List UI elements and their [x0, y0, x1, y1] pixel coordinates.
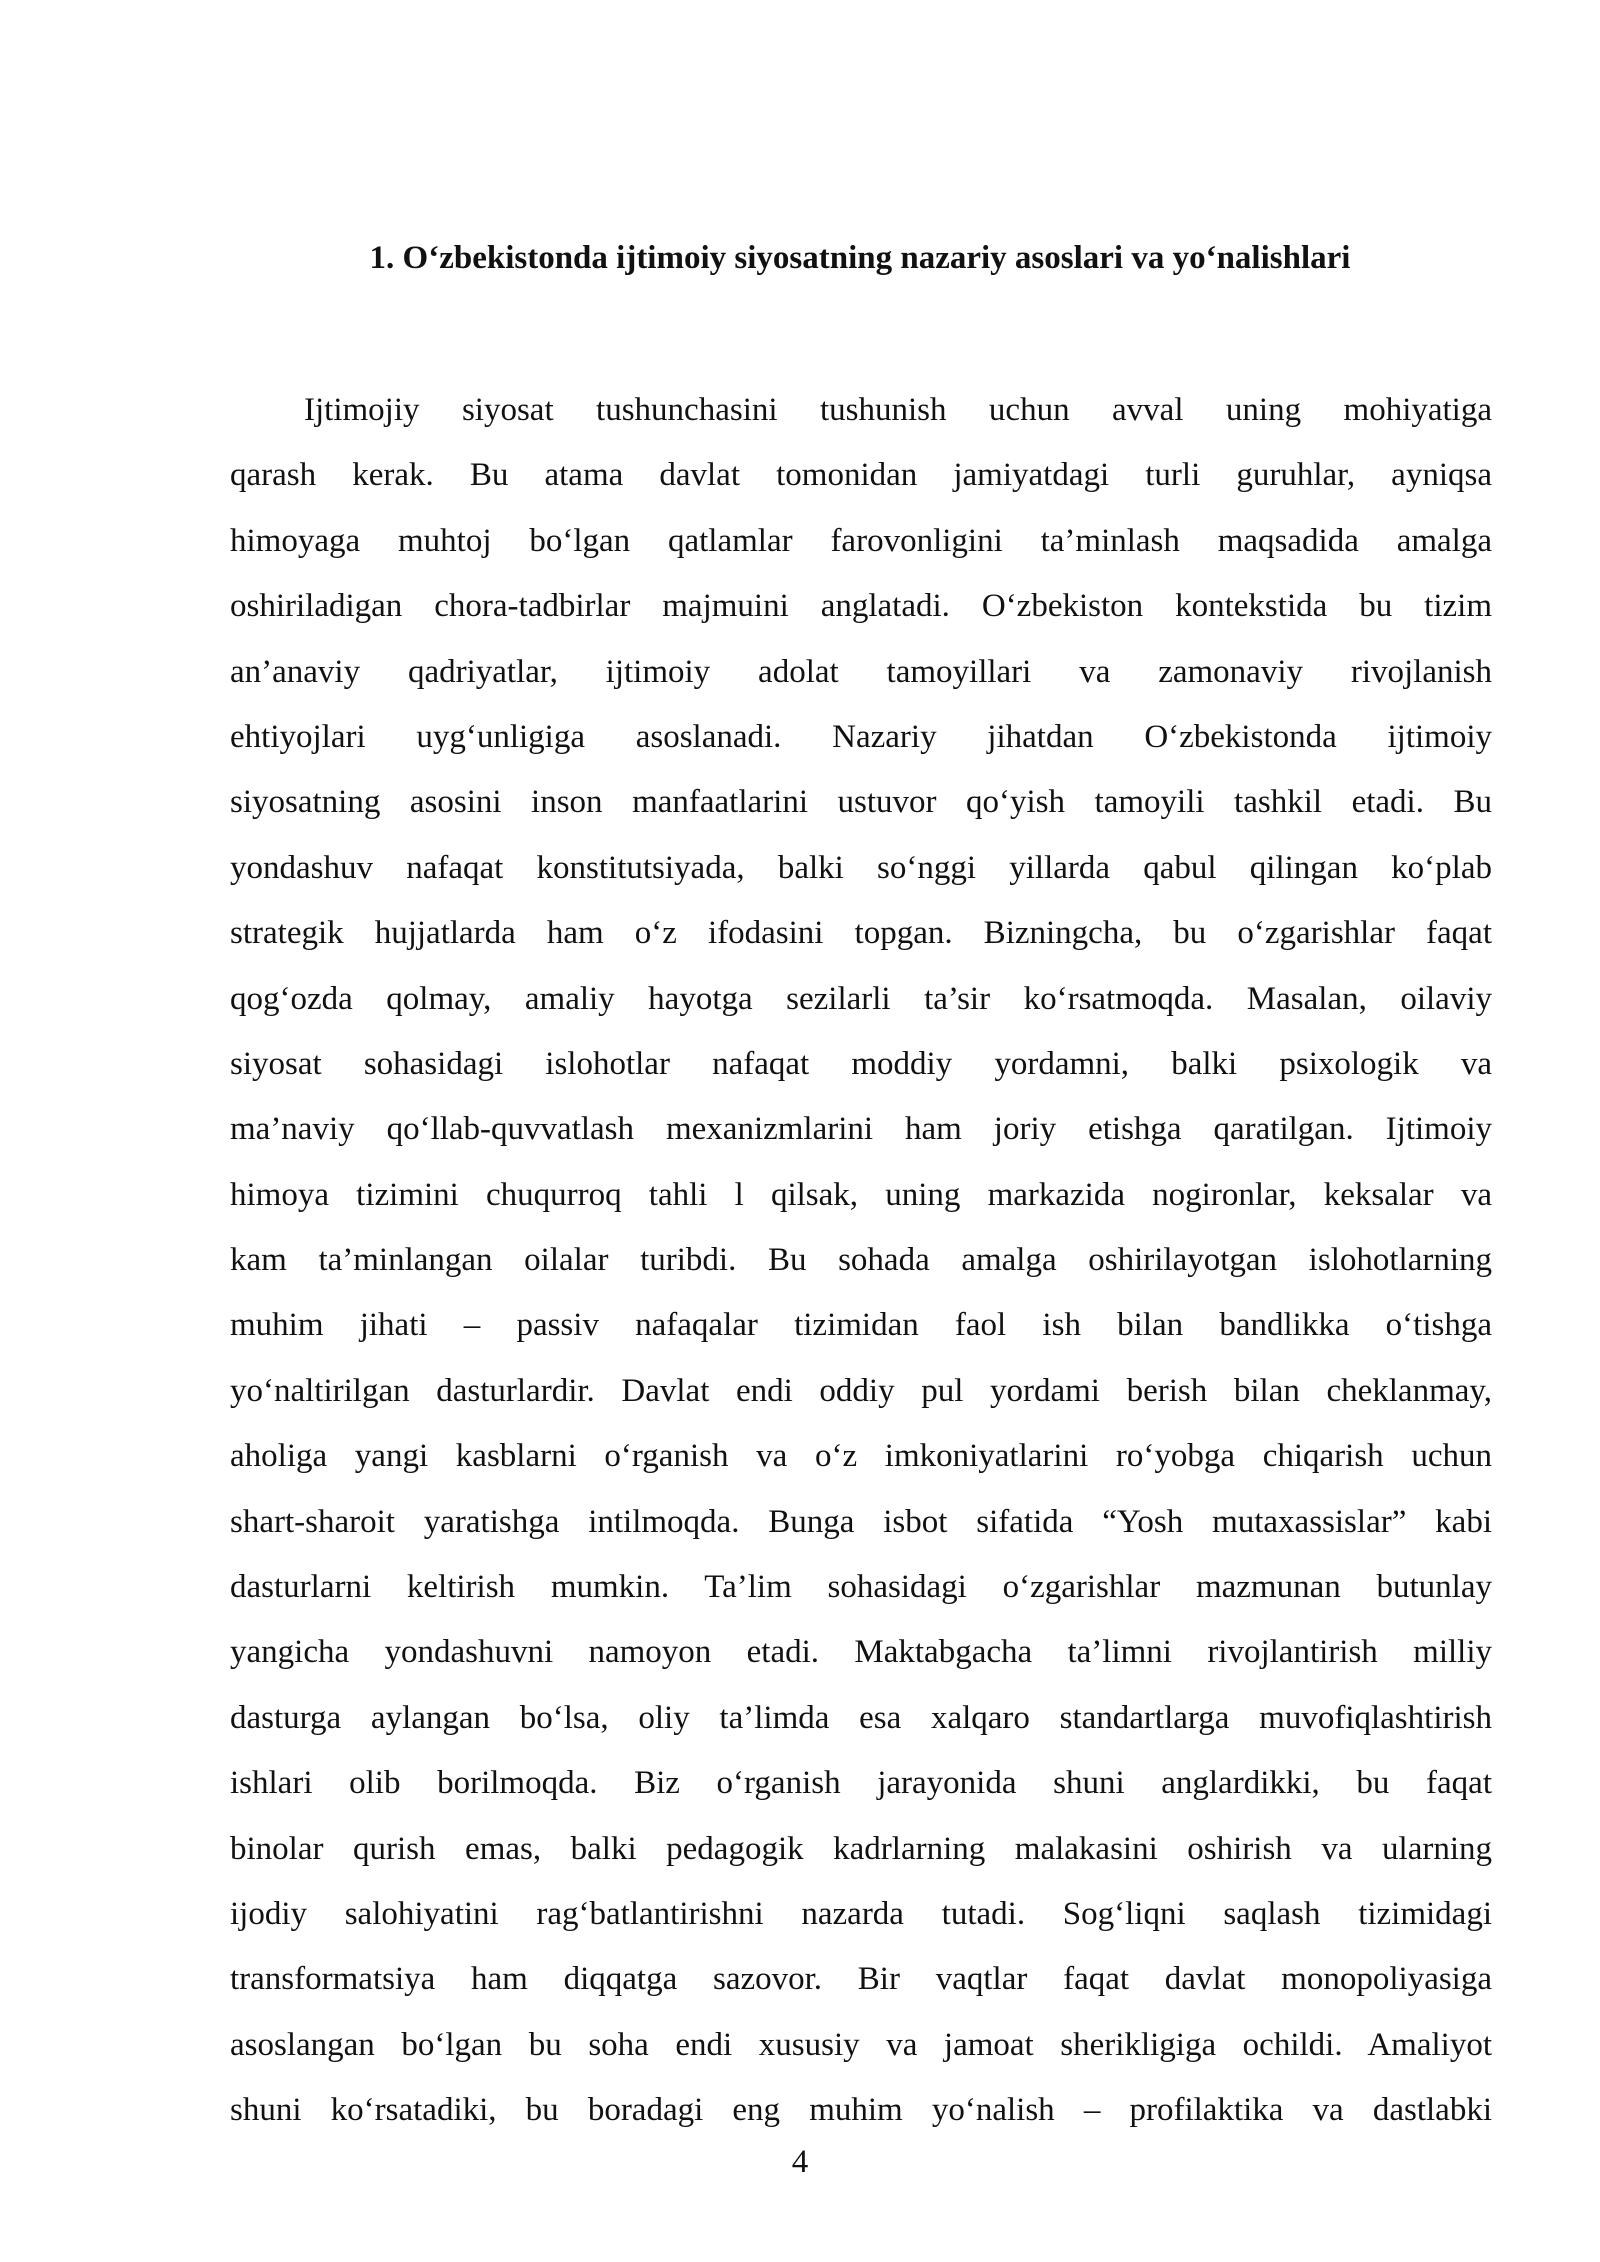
- text-line: strategik hujjatlarda ham o‘z ifodasini topgan. Bizningcha, bu o‘zgarishlar faqat: [230, 915, 1492, 952]
- text-line: transformatsiya ham diqqatga sazovor. Bir vaqtlar faqat davlat monopoliyasiga: [230, 1961, 1492, 1998]
- text-line: himoya tizimini chuqurroq tahli l qilsak, uning markazida nogironlar, keksalar va: [230, 1176, 1492, 1213]
- text-line: yangicha yondashuvni namoyon etadi. Maktabgacha ta’limni rivojlantirish milliy: [230, 1634, 1492, 1671]
- page-number: 4: [791, 2144, 809, 2180]
- text-line: oshiriladigan chora-tadbirlar majmuini anglatadi. O‘zbekiston kontekstida bu tizim: [230, 588, 1492, 625]
- text-line: himoyaga muhtoj bo‘lgan qatlamlar farovonligini ta’minlash maqsadida amalga: [230, 522, 1492, 559]
- text-line: qarash kerak. Bu atama davlat tomonidan jamiyatdagi turli guruhlar, ayniqsa: [230, 457, 1492, 494]
- text-line: dasturlarni keltirish mumkin. Ta’lim sohasidagi o‘zgarishlar mazmunan butunlay: [230, 1569, 1492, 1606]
- text-line: yondashuv nafaqat konstitutsiyada, balki so‘nggi yillarda qabul qilingan ko‘plab: [230, 849, 1492, 886]
- text-line: siyosat sohasidagi islohotlar nafaqat moddiy yordamni, balki psixologik va: [230, 1045, 1492, 1082]
- text-line: yo‘naltirilgan dasturlardir. Davlat endi oddiy pul yordami berish bilan cheklanmay,: [230, 1372, 1492, 1409]
- text-line: shart-sharoit yaratishga intilmoqda. Bunga isbot sifatida “Yosh mutaxassislar” kabi: [230, 1503, 1492, 1540]
- text-line: dasturga aylangan bo‘lsa, oliy ta’limda esa xalqaro standartlarga muvofiqlashtirish: [230, 1699, 1492, 1736]
- text-line: aholiga yangi kasblarni o‘rganish va o‘z imkoniyatlarini ro‘yobga chiqarish uchun: [230, 1438, 1492, 1475]
- text-line: Ijtimojiy siyosat tushunchasini tushunish uchun avval uning mohiyatiga: [304, 392, 1492, 428]
- text-line: ehtiyojlari uyg‘unligiga asoslanadi. Nazariy jihatdan O‘zbekistonda ijtimoiy: [230, 718, 1492, 755]
- text-line: ma’naviy qo‘llab-quvvatlash mexanizmlarini ham joriy etishga qaratilgan. Ijtimoiy: [230, 1111, 1492, 1148]
- text-line: ijodiy salohiyatini rag‘batlantirishni nazarda tutadi. Sog‘liqni saqlash tizimidagi: [230, 1895, 1492, 1932]
- text-line: shuni ko‘rsatadiki, bu boradagi eng muhim yo‘nalish – profilaktika va dastlabki: [230, 2092, 1492, 2129]
- section-heading: 1. O‘zbekistonda ijtimoiy siyosatning nazariy asoslari va yo‘nalishlari: [369, 240, 1351, 276]
- text-line: binolar qurish emas, balki pedagogik kadrlarning malakasini oshirish va ularning: [230, 1830, 1492, 1867]
- text-line: kam ta’minlangan oilalar turibdi. Bu sohada amalga oshirilayotgan islohotlarning: [230, 1242, 1492, 1279]
- text-line: muhim jihati – passiv nafaqalar tizimidan faol ish bilan bandlikka o‘tishga: [230, 1307, 1492, 1344]
- text-line: qog‘ozda qolmay, amaliy hayotga sezilarli ta’sir ko‘rsatmoqda. Masalan, oilaviy: [230, 980, 1492, 1017]
- text-line: siyosatning asosini inson manfaatlarini ustuvor qo‘yish tamoyili tashkil etadi. Bu: [230, 784, 1492, 821]
- text-line: an’anaviy qadriyatlar, ijtimoiy adolat tamoyillari va zamonaviy rivojlanish: [230, 653, 1492, 690]
- text-line: ishlari olib borilmoqda. Biz o‘rganish jarayonida shuni anglardikki, bu faqat: [230, 1765, 1492, 1802]
- body-paragraph: [230, 378, 1492, 2144]
- text-line: asoslangan bo‘lgan bu soha endi xususiy va jamoat sherikligiga ochildi. Amaliyot: [230, 2026, 1492, 2063]
